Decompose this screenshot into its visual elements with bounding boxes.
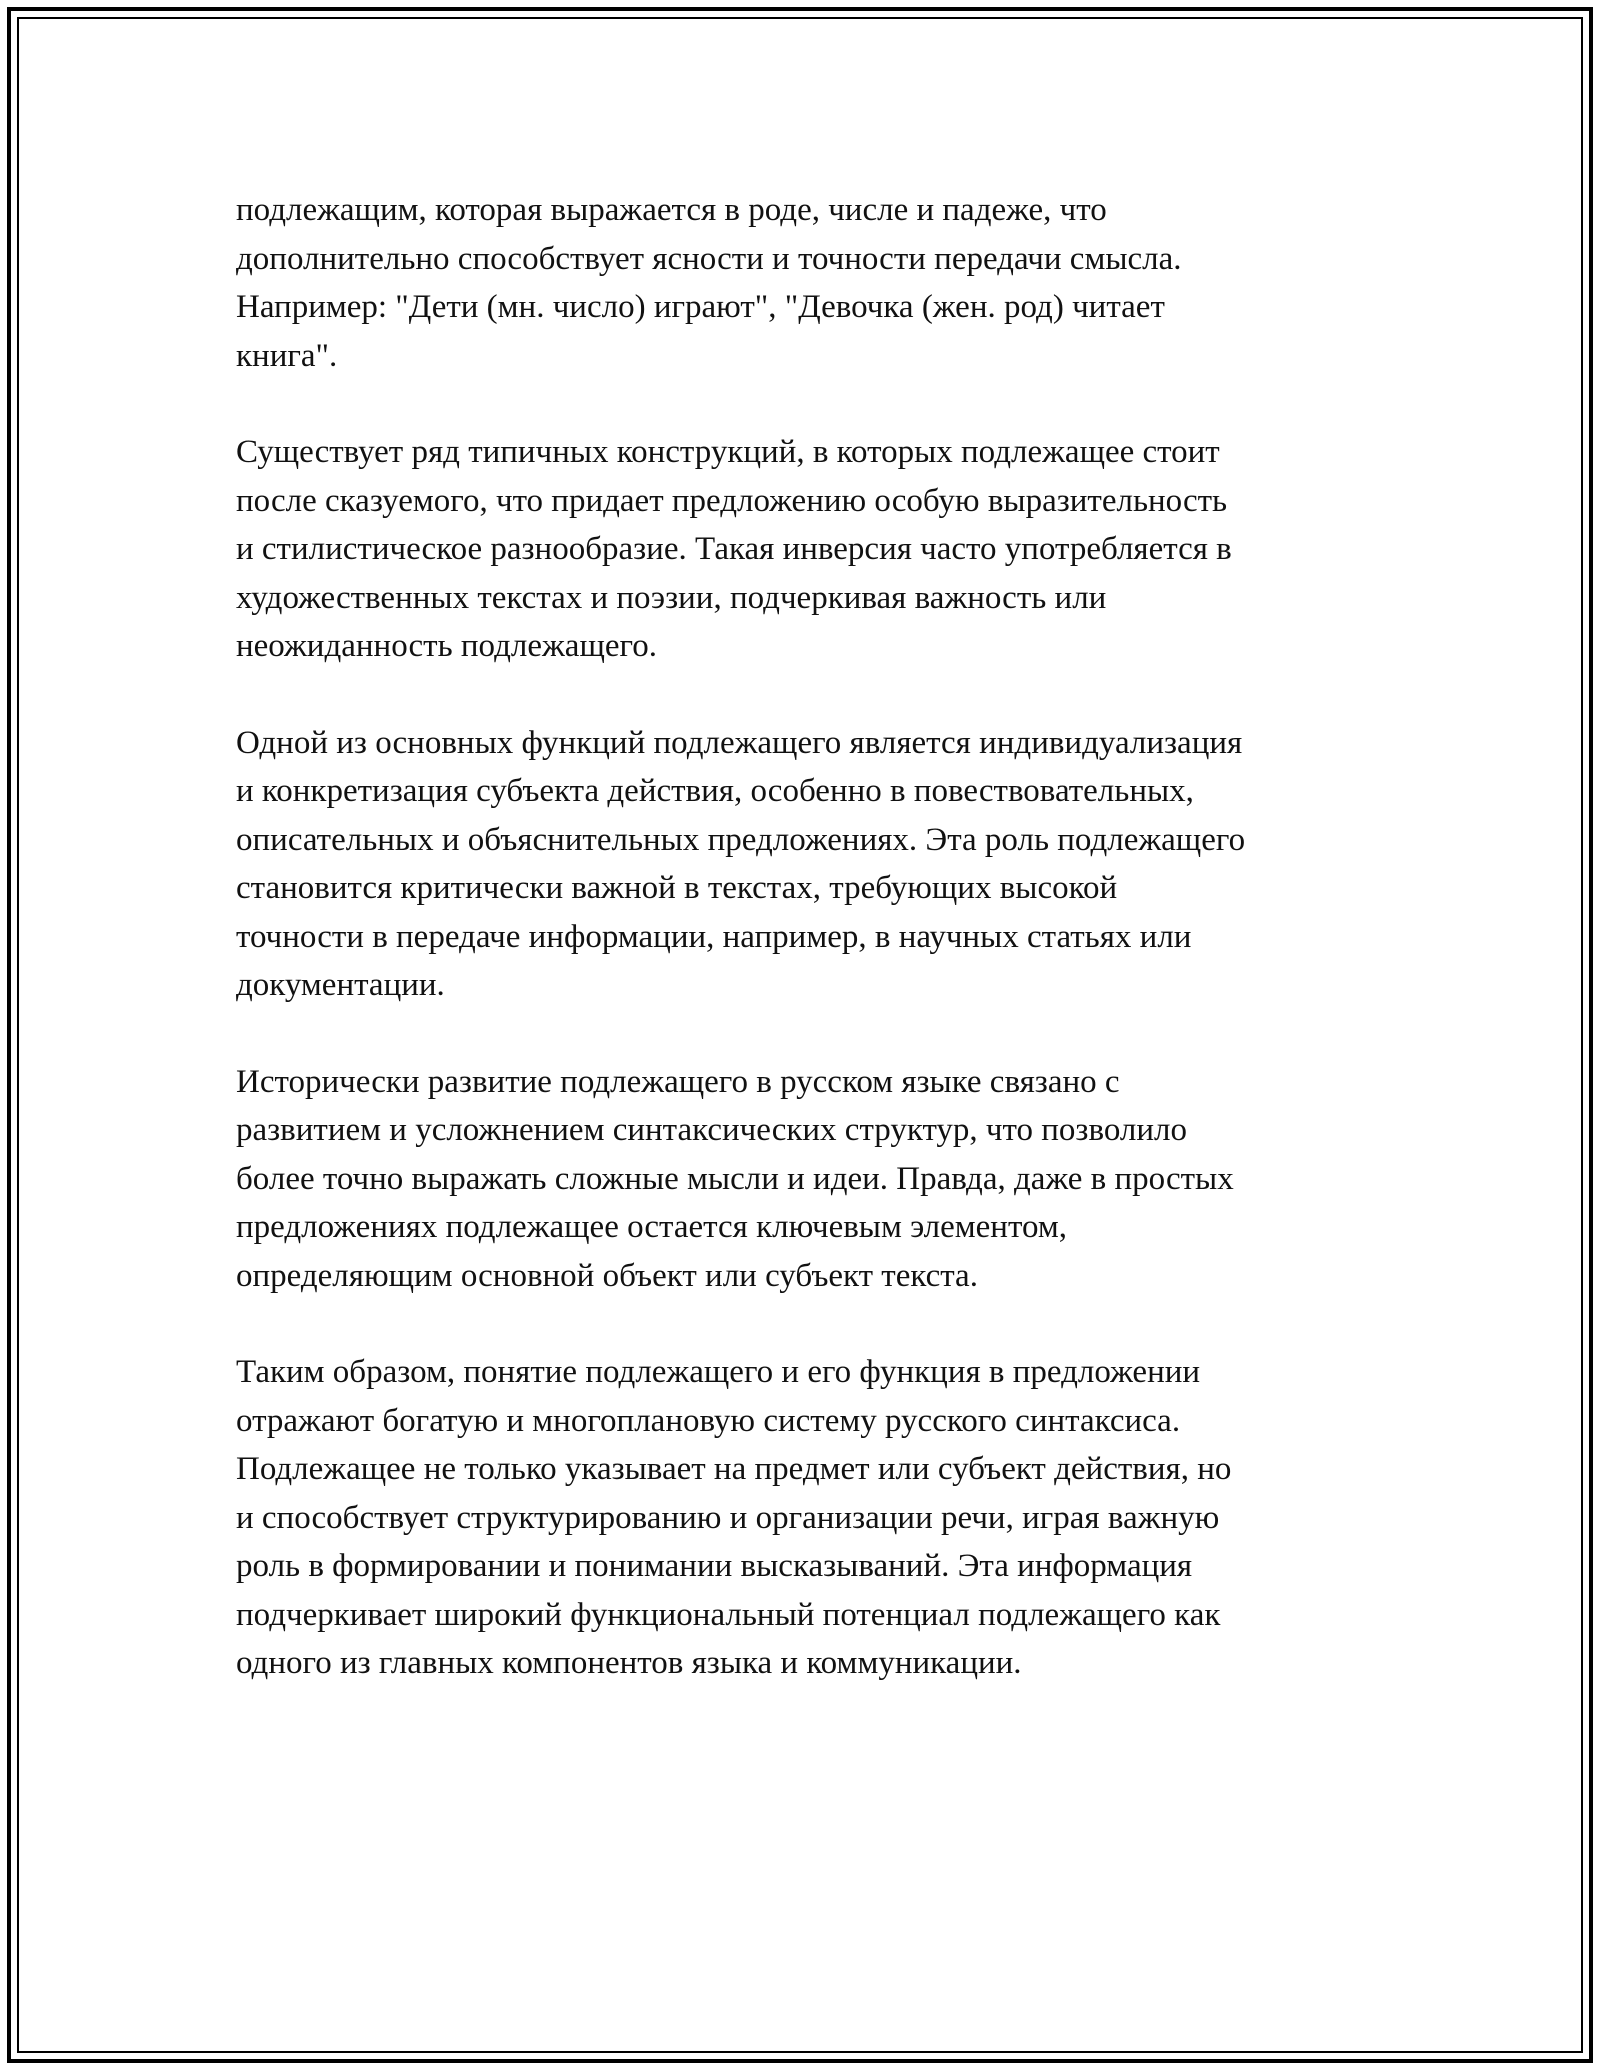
paragraph-line: более точно выражать сложные мысли и идеи. Правда, даже в простых	[236, 1160, 1234, 1197]
paragraph-3	[236, 719, 1366, 1010]
paragraph-line: становится критически важной в текстах, требующих высокой	[236, 870, 1118, 906]
document-body	[236, 186, 1366, 1736]
paragraph-line: описательных и объяснительных предложениях. Эта роль подлежащего	[236, 821, 1246, 858]
paragraph-line: документации.	[236, 967, 445, 1003]
paragraph-line: Исторически развитие подлежащего в русском языке связано с	[236, 1063, 1120, 1100]
paragraph-line: и конкретизация субъекта действия, особенно в повествовательных,	[236, 773, 1194, 809]
paragraph-line: Существует ряд типичных конструкций, в которых подлежащее стоит	[236, 434, 1220, 470]
paragraph-line: подлежащим, которая выражается в роде, числе и падеже, что	[236, 192, 1107, 228]
paragraph-line: подчеркивает широкий функциональный потенциал подлежащего как	[236, 1596, 1221, 1633]
paragraph-line: точности в передаче информации, например, в научных статьях или	[236, 918, 1192, 955]
paragraph-4	[236, 1058, 1366, 1301]
paragraph-line: и способствует структурированию и организации речи, играя важную	[236, 1499, 1220, 1536]
paragraph-line: Подлежащее не только указывает на предмет или субъект действия, но	[236, 1451, 1232, 1487]
paragraph-line: определяющим основной объект или субъект текста.	[236, 1257, 978, 1294]
paragraph-line: после сказуемого, что придает предложению особую выразительность	[236, 482, 1228, 519]
paragraph-line: неожиданность подлежащего.	[236, 628, 657, 664]
paragraph-line: развитием и усложнением синтаксических структур, что позволило	[236, 1112, 1187, 1148]
paragraph-line: Одной из основных функций подлежащего является индивидуализация	[236, 724, 1243, 761]
paragraph-5	[236, 1348, 1366, 1688]
paragraph-line: книга".	[236, 337, 338, 374]
paragraph-line: дополнительно способствует ясности и точности передачи смысла.	[236, 240, 1182, 277]
paragraph-1	[236, 186, 1366, 380]
paragraph-line: одного из главных компонентов языка и коммуникации.	[236, 1645, 1022, 1681]
paragraph-line: художественных текстах и поэзии, подчеркивая важность или	[236, 579, 1107, 616]
paragraph-line: и стилистическое разнообразие. Такая инверсия часто употребляется в	[236, 531, 1232, 567]
paragraph-2	[236, 428, 1366, 671]
paragraph-line: Например: "Дети (мн. число) играют", "Девочка (жен. род) читает	[236, 289, 1165, 325]
paragraph-line: Таким образом, понятие подлежащего и его функция в предложении	[236, 1354, 1201, 1390]
paragraph-line: отражают богатую и многоплановую систему русского синтаксиса.	[236, 1402, 1181, 1439]
paragraph-line: предложениях подлежащее остается ключевым элементом,	[236, 1209, 1067, 1245]
paragraph-line: роль в формировании и понимании высказываний. Эта информация	[236, 1548, 1193, 1584]
